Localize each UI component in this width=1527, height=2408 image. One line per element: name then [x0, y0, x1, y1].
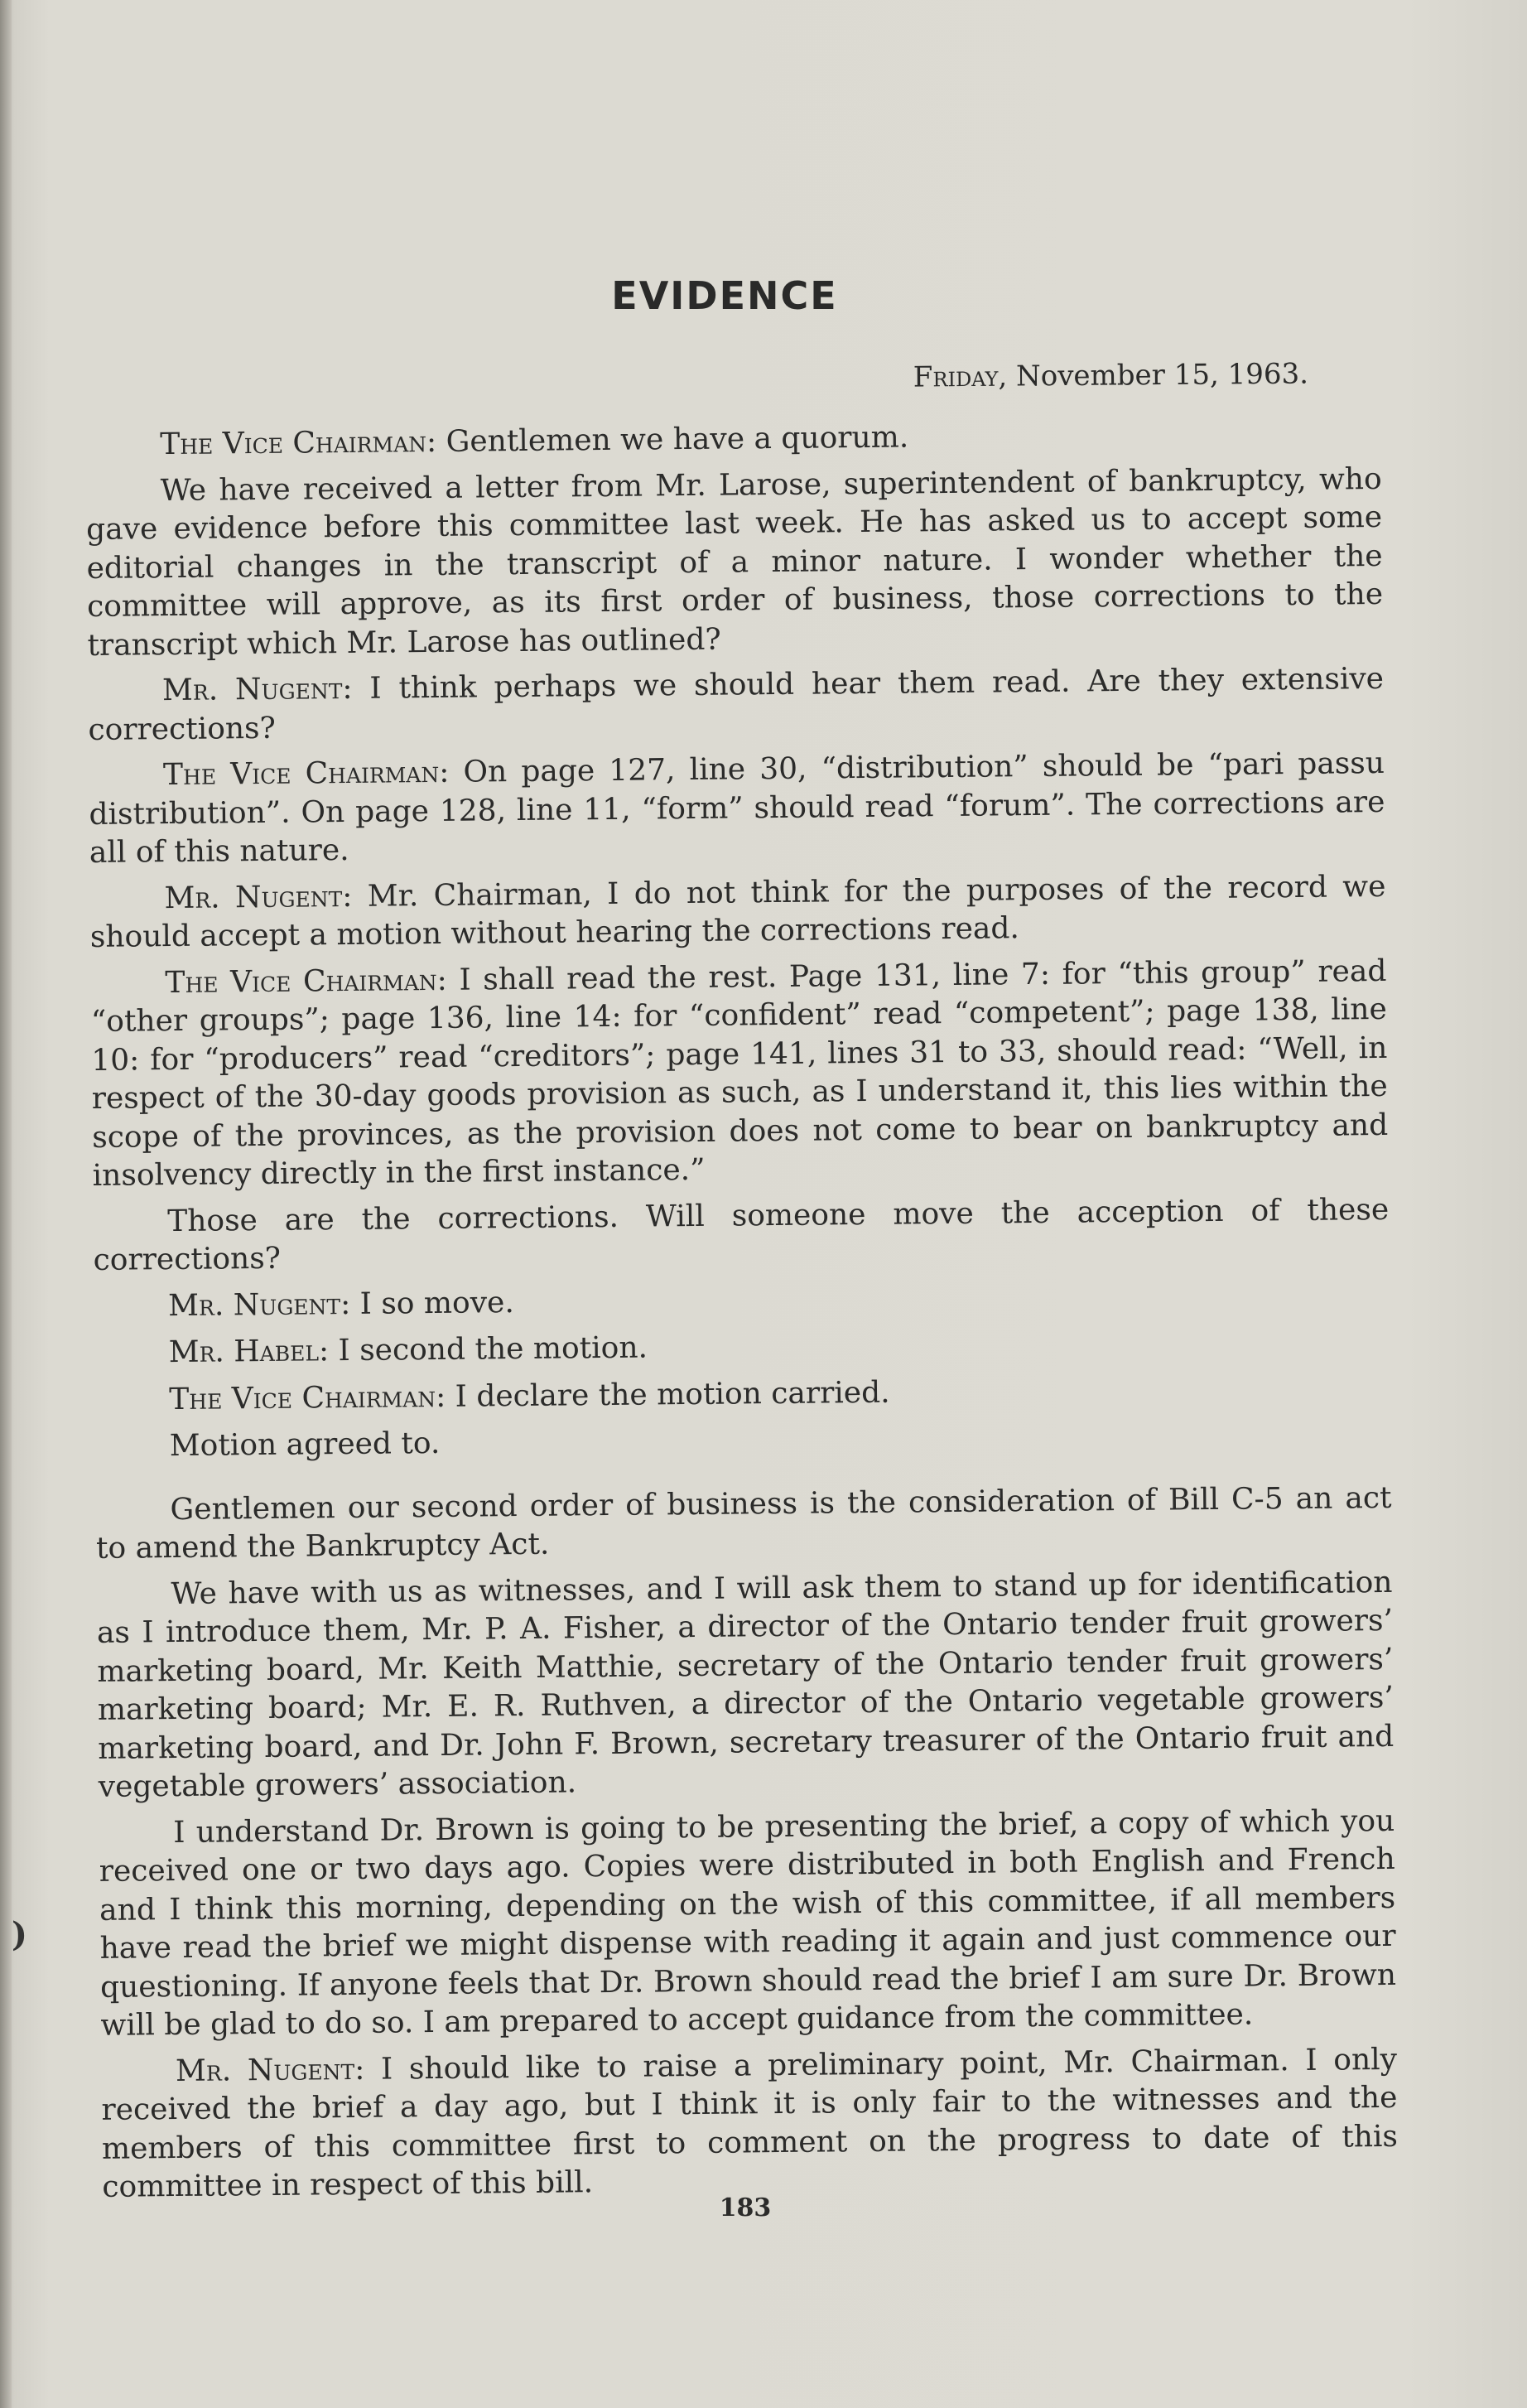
paragraph — [85, 414, 1381, 466]
paragraph-text: I declare the motion carried. — [446, 1375, 890, 1414]
speaker: The Vice Chairman: — [165, 963, 448, 1000]
paragraph — [88, 660, 1385, 750]
paragraph — [94, 1368, 1390, 1420]
paragraph-text: I shall read the rest. Page 131, line 7: for “this group” read “other groups”; page 136, line 14: for “confident” read “competent”; page 138, line 10: for “producers” read “creditors”; page 141, lines 31 to 33, should read: “Well, in respect of the 30-day goods provision as such, as I understand it, this lies within the scope of the provinces, as the provision does not come to bear on bankruptcy and insolvency directly in the first instance.” — [90, 953, 1389, 1193]
paragraph — [94, 1322, 1390, 1373]
paragraph-text: Mr. Chairman, I do not think for the purposes of the record we should accept a motion without hearing the corrections read. — [89, 869, 1386, 954]
page-number: 183 — [719, 2193, 772, 2222]
paragraph — [93, 1190, 1390, 1280]
speaker: The Vice Chairman: — [160, 424, 437, 462]
paragraph-text: On page 127, line 30, “distribution” should be “pari passu distribution”. On page 128, line 11, “form” should read “forum”. The corrections are all of this nature. — [89, 746, 1385, 870]
page-edge-shadow — [0, 0, 12, 2408]
page-heading: EVIDENCE — [611, 273, 838, 318]
paragraph — [90, 952, 1389, 1195]
paragraph-text: I understand Dr. Brown is going to be presenting the brief, a copy of which you received one or two days ago. Copies were distributed in both English and French and I think this morning, depending on the wish of this committee, if all members have read the brief we might dispense with reading it again and just commence our questioning. If anyone feels that Dr. Brown should read the brief I am sure Dr. Brown will be glad to do so. I am prepared to accept guidance from the committee. — [99, 1803, 1397, 2043]
paragraph — [99, 1802, 1397, 2045]
paragraph-text: Gentlemen we have a quorum. — [436, 420, 909, 459]
dateline-day: Friday — [913, 360, 999, 394]
paragraph-text: I so move. — [350, 1285, 515, 1321]
paragraph-text: Gentlemen our second order of business is the consideration of Bill C-5 an act to amend the Bankruptcy Act. — [95, 1480, 1392, 1566]
speaker: The Vice Chairman: — [162, 755, 450, 793]
paragraph-text: I think perhaps we should hear them read. Are they extensive corrections? — [88, 661, 1385, 747]
dateline-date: , November 15, 1963. — [998, 357, 1309, 393]
paragraph — [89, 867, 1386, 957]
margin-mark: ) — [12, 1915, 27, 1954]
speaker: The Vice Chairman: — [169, 1379, 446, 1416]
speaker: Mr. Nugent: — [164, 879, 353, 915]
paragraph — [95, 1416, 1391, 1467]
speaker: Mr. Nugent: — [175, 2052, 365, 2088]
paragraph — [86, 460, 1384, 665]
speaker: Mr. Nugent: — [161, 671, 353, 708]
paragraph-text: We have with us as witnesses, and I will ask them to stand up for identification as I introduce them, Mr. P. A. Fisher, a director of the Ontario tender fruit growers’ marketing board, Mr. Keith Matthie, secretary of the Ontario tender fruit growers’ marketing board; Mr. E. R. Ruthven, a director of the Ontario vegetable growers’ marketing board, and Dr. John F. Brown, secretary treasurer of the Ontario fruit and vegetable growers’ association. — [96, 1565, 1395, 1804]
speaker: Mr. Habel: — [168, 1334, 330, 1370]
paragraph-text: I second the motion. — [328, 1330, 648, 1368]
paragraph-text: Motion agreed to. — [169, 1426, 441, 1464]
paragraph-text: Those are the corrections. Will someone move the acception of these corrections? — [93, 1192, 1390, 1277]
paragraph — [95, 1479, 1392, 1568]
paragraph-text: We have received a letter from Mr. Larose, superintendent of bankruptcy, who gave evidence before this committee last week. He has asked us to accept some editorial changes in the transcript of a minor nature. I wonder whether the committee will approve, as its first order of business, those corrections to the transcript which Mr. Larose has outlined? — [85, 461, 1384, 663]
paragraph — [101, 2040, 1399, 2207]
paragraph-text: I should like to raise a preliminary point, Mr. Chairman. I only received the brief a day ago, but I think it is only fair to the witnesses and the members of this committee first to comment on the progress to date of this committee in respect of this bill. — [101, 2042, 1399, 2204]
paragraph — [94, 1275, 1390, 1326]
speaker: Mr. Nugent: — [167, 1286, 351, 1323]
paragraph — [96, 1563, 1395, 1807]
paragraph — [89, 745, 1385, 873]
transcript-body — [85, 414, 1399, 2214]
dateline — [828, 357, 1308, 394]
